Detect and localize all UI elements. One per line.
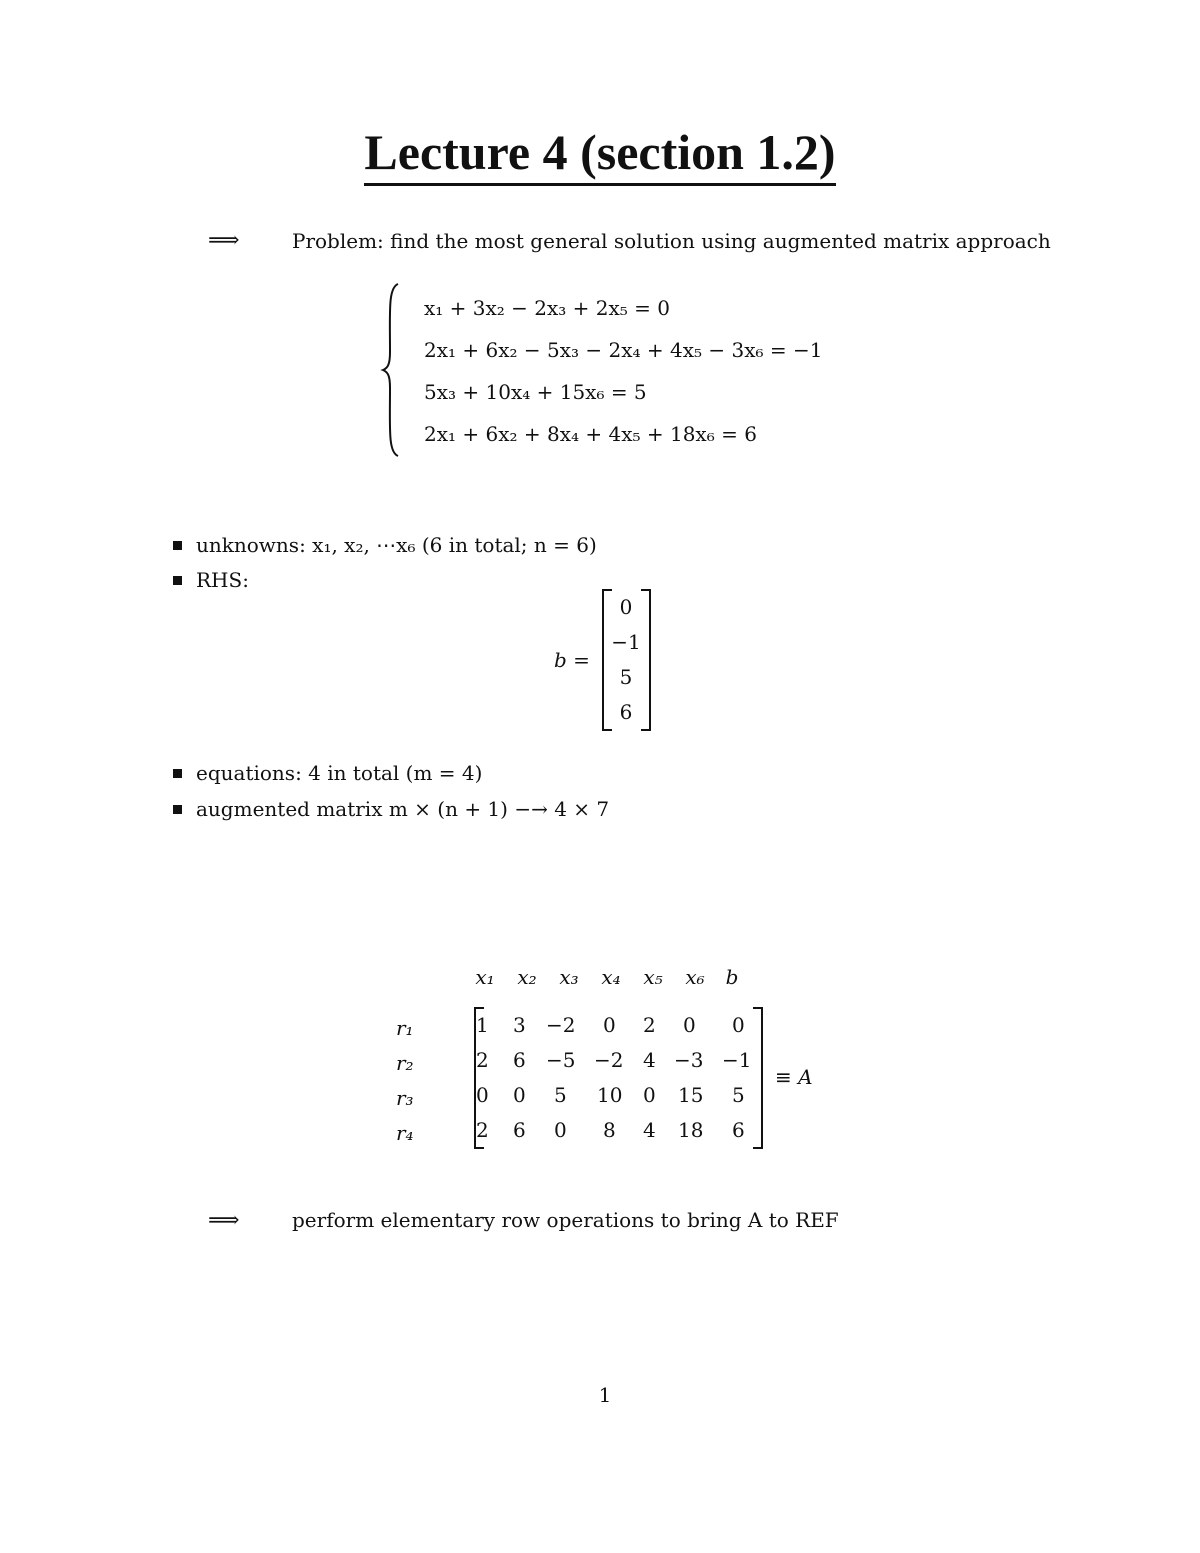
matrix-cell: −1 bbox=[722, 1048, 752, 1072]
matrix-cell: 2 bbox=[476, 1048, 489, 1072]
matrix-cell: 0 bbox=[554, 1118, 567, 1142]
rhs-value: 6 bbox=[619, 700, 633, 724]
page-number: 1 bbox=[598, 1383, 612, 1407]
matrix-column-header: x₂ bbox=[517, 965, 537, 989]
matrix-cell: −2 bbox=[594, 1048, 624, 1072]
equation-2: 2x₁ + 6x₂ − 5x₃ − 2x₄ + 4x₅ − 3x₆ = −1 bbox=[424, 338, 823, 362]
matrix-cell: 18 bbox=[678, 1118, 704, 1142]
rhs-value: 5 bbox=[619, 665, 633, 689]
matrix-cell: 4 bbox=[643, 1048, 656, 1072]
matrix-cell: 2 bbox=[476, 1118, 489, 1142]
matrix-column-header: x₆ bbox=[685, 965, 705, 989]
bullet-unknowns: unknowns: x₁, x₂, ⋯x₆ (6 in total; n = 6) bbox=[196, 533, 597, 557]
matrix-right-bracket bbox=[753, 1007, 763, 1149]
matrix-cell: 15 bbox=[678, 1083, 704, 1107]
implies-arrow: ⟹ bbox=[208, 1208, 240, 1233]
bullet-marker bbox=[173, 805, 182, 814]
matrix-column-header: x₁ bbox=[475, 965, 495, 989]
matrix-cell: 0 bbox=[643, 1083, 656, 1107]
matrix-column-header: x₄ bbox=[601, 965, 621, 989]
matrix-column-header: x₃ bbox=[559, 965, 579, 989]
matrix-cell: 6 bbox=[513, 1048, 526, 1072]
matrix-column-header: x₅ bbox=[643, 965, 663, 989]
matrix-cell: 6 bbox=[513, 1118, 526, 1142]
bullet-marker bbox=[173, 576, 182, 585]
matrix-cell: −2 bbox=[546, 1013, 576, 1037]
matrix-row-label: r₁ bbox=[396, 1016, 414, 1040]
matrix-row-label: r₂ bbox=[396, 1051, 414, 1075]
matrix-cell: 10 bbox=[597, 1083, 623, 1107]
rhs-value: 0 bbox=[619, 595, 633, 619]
bullet-marker bbox=[173, 769, 182, 778]
matrix-cell: 5 bbox=[554, 1083, 567, 1107]
matrix-cell: 0 bbox=[732, 1013, 745, 1037]
system-brace bbox=[380, 282, 404, 458]
matrix-cell: 2 bbox=[643, 1013, 656, 1037]
matrix-column-header: b bbox=[725, 965, 739, 989]
matrix-row-label: r₃ bbox=[396, 1086, 414, 1110]
problem-statement: Problem: find the most general solution using augmented matrix approach bbox=[292, 229, 1051, 253]
matrix-cell: 6 bbox=[732, 1118, 745, 1142]
bullet-marker bbox=[173, 541, 182, 550]
matrix-cell: 0 bbox=[513, 1083, 526, 1107]
matrix-cell: −3 bbox=[674, 1048, 704, 1072]
page-title-text: Lecture 4 (section 1.2) bbox=[364, 122, 835, 186]
bullet-equations: equations: 4 in total (m = 4) bbox=[196, 761, 483, 785]
equation-4: 2x₁ + 6x₂ + 8x₄ + 4x₅ + 18x₆ = 6 bbox=[424, 422, 757, 446]
matrix-cell: 1 bbox=[476, 1013, 489, 1037]
bullet-rhs: RHS: bbox=[196, 568, 249, 592]
page-title bbox=[0, 122, 1200, 186]
matrix-cell: −5 bbox=[546, 1048, 576, 1072]
matrix-cell: 8 bbox=[603, 1118, 616, 1142]
rhs-value: −1 bbox=[611, 630, 641, 654]
matrix-equiv-label: ≡ A bbox=[775, 1065, 813, 1089]
matrix-cell: 0 bbox=[683, 1013, 696, 1037]
matrix-cell: 0 bbox=[603, 1013, 616, 1037]
matrix-cell: 5 bbox=[732, 1083, 745, 1107]
implies-arrow: ⟹ bbox=[208, 228, 240, 253]
matrix-cell: 3 bbox=[513, 1013, 526, 1037]
matrix-cell: 4 bbox=[643, 1118, 656, 1142]
row-operations-statement: perform elementary row operations to bring A to REF bbox=[292, 1208, 839, 1232]
bullet-augmented: augmented matrix m × (n + 1) −→ 4 × 7 bbox=[196, 797, 610, 821]
rhs-vector-label: b = bbox=[554, 648, 590, 672]
matrix-row-label: r₄ bbox=[396, 1121, 414, 1145]
equation-1: x₁ + 3x₂ − 2x₃ + 2x₅ = 0 bbox=[424, 296, 670, 320]
equation-3: 5x₃ + 10x₄ + 15x₆ = 5 bbox=[424, 380, 647, 404]
matrix-cell: 0 bbox=[476, 1083, 489, 1107]
